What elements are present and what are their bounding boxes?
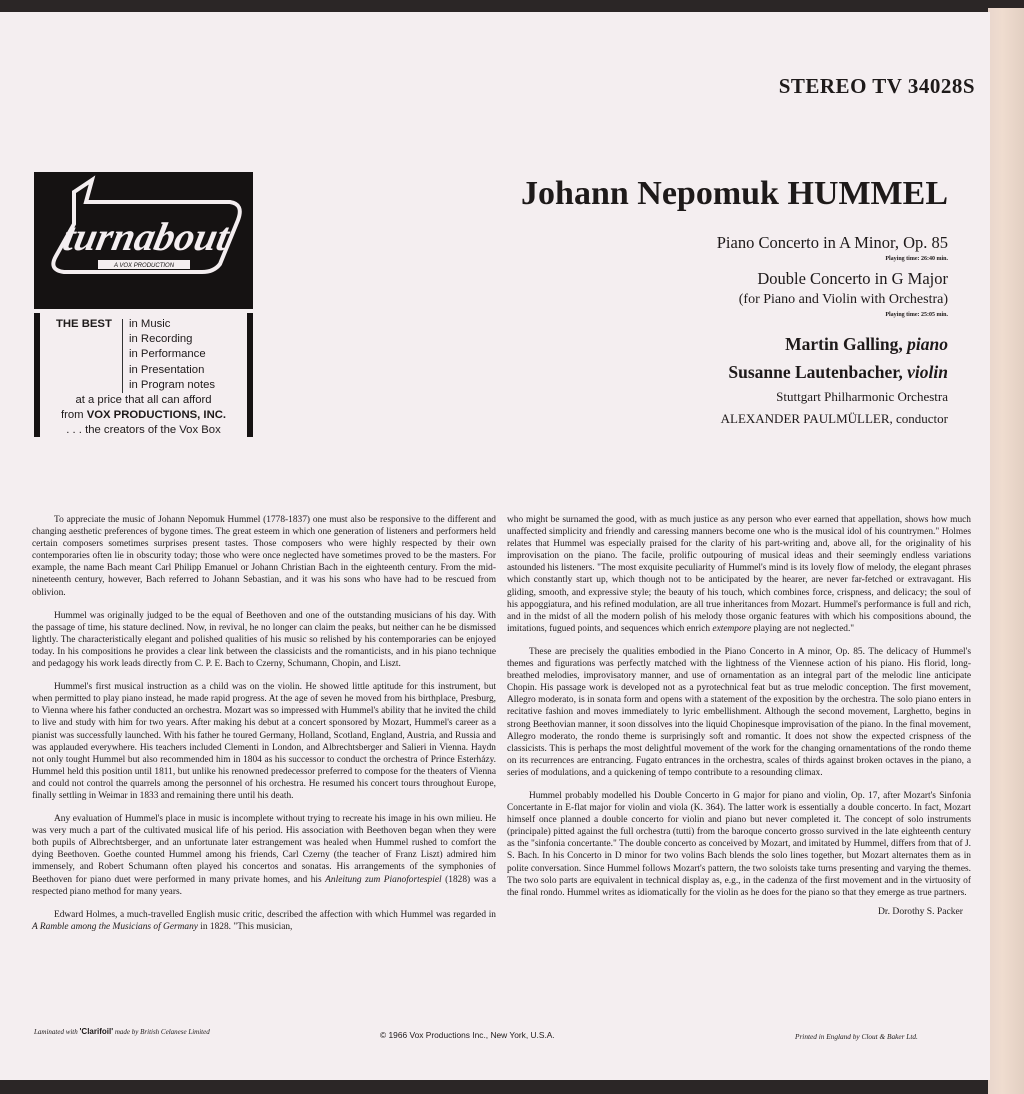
paragraph: These are precisely the qualities embodied in the Piano Concerto in A minor, Op. 85. The delicacy of Hummel's themes and figurations was perfectly matched with the lightness of the Viennese action of his piano. His florid, long-breathed melodies, improvisatory manner, and use of ornamentation as an integral part of the melodic line anticipate Chopin. His passage work is developed not as a pyrotechnical feat but as true melodic conception. The first movement, Allegro moderato, is in sonata form and opens with a statement of the exposition by the orchestra. The solo piano enters in recitative fashion and moves immediately to lyric embellishment. Although the second movement, Larghetto, begins in strong Beethovian manner, it soon dissolves into the liquid Chopinesque improvisation of the piano. In the final movement, Allegro moderato, the rondo theme is surprisingly soft and romantic. It does not show the expected crispness of the classicists. This is perhaps the most delightful movement of the work for the changing ornamentations of the rondo theme on its recurrences are entrancing. Fugato entrances in the orchestra, scales of thirds against broken octaves in the piano, a series of modulations, and a quickening of tempo contribute to a resounding climax. <box>507 646 971 778</box>
promo-line3: . . . the creators of the Vox Box <box>66 424 221 437</box>
promo-item: in Music <box>129 318 171 330</box>
album-back-cover <box>0 12 990 1080</box>
text: playing are not neglected." <box>751 623 855 634</box>
promo-item: in Recording <box>129 333 193 346</box>
performer-role: violin <box>907 362 948 382</box>
book-title: Anleitung zum Pianofortespiel <box>325 874 442 885</box>
work-title: Double Concerto in G Major <box>757 269 948 288</box>
promo-item: in Presentation <box>129 363 205 376</box>
performer <box>717 358 948 386</box>
svg-text:A VOX PRODUCTION: A VOX PRODUCTION <box>113 263 175 269</box>
promo-tail <box>42 393 245 439</box>
paragraph: Hummel probably modelled his Double Concerto in G major for piano and violin, Op. 17, after Mozart's Sinfonia Concertante in E-flat major for violin and viola (K. 364). The latter work is essentially a double concerto. In fact, Mozart himself once planned a double concerto for violin and piano but never completed it. The concept of solo instruments (principale) pitted against the full orchestra (tutti) from the baroque concerto grosso survived in the late eighteenth century as the "sinfonia concertante." The double concerto as conceived by Mozart, and imitated by Hummel, differs from that of J. S. Bach. In his Concerto in D minor for two volins Bach blends the solo lines together, but Mozart alternates them as in polite conversation. Since Hummel follows Mozart's pattern, the two soloists take turns presenting and varying the themes. The two solo parts are equivalent in technical display as, e.g., in the cadenza of the first movement and in the virtuosity of the final rondo. Hummel writes as idiomatically for the violin as he does for the piano so that they emerge as true partners. <box>507 790 971 898</box>
lamination-note <box>34 1027 210 1036</box>
turnabout-logo-icon <box>34 172 253 309</box>
work-subtitle: (for Piano and Violin with Orchestra) <box>738 292 948 307</box>
paragraph <box>32 813 496 898</box>
paragraph: To appreciate the music of Johann Nepomuk Hummel (1778-1837) one must also be responsive to the different and changing aesthetic preferences of bygone times. The great esteem in which one generation of listeners and performers held certain composers sometimes surprises present tastes. Those composers who were highly respected by their own contemporaries often lie in obscurity today; those who were once neglected have sometimes proved to be the masters. For example, the name Bach meant Carl Philipp Emanuel or Johann Christian Bach in the eighteenth century. From the mid-nineteenth century, however, Bach referred to Johann Sebastian, and it was his sons who have had to be rescued from oblivion. <box>32 515 496 598</box>
conductor: ALEXANDER PAULMÜLLER, conductor <box>720 411 948 426</box>
italic-term: extempore <box>712 623 752 634</box>
text: Laminated with <box>34 1028 80 1036</box>
promo-list <box>129 317 215 393</box>
promo-line1: at a price that all can afford <box>75 394 212 406</box>
work-title: Piano Concerto in A Minor, Op. 85 <box>716 233 948 252</box>
promo-item: in Performance <box>129 348 206 361</box>
copyright: © 1966 Vox Productions Inc., New York, U.S.A. <box>380 1030 555 1040</box>
program-details <box>717 232 948 430</box>
printer-note: Printed in England by Clout & Baker Ltd. <box>795 1032 918 1041</box>
promo-heading: THE BEST <box>56 318 112 330</box>
clarifoil-brand: 'Clarifoil' <box>79 1027 114 1036</box>
paragraph <box>32 909 496 933</box>
orchestra: Stuttgart Philharmonic Orchestra <box>776 389 948 404</box>
promo-line2-prefix: from <box>60 409 87 422</box>
text: (1828) was a respected piano method for many years. <box>32 874 496 897</box>
book-title: A Ramble among the Musicians of Germany <box>32 921 198 932</box>
turnabout-logo <box>34 172 253 309</box>
record-spine <box>988 8 1024 1094</box>
liner-notes-right <box>507 514 971 918</box>
performer-role: piano <box>907 334 948 354</box>
performer-name: Susanne Lautenbacher, <box>728 362 903 382</box>
text: who might be surnamed the good, with as much justice as any person who ever earned that appellation, shows how much unaffected simplicity and friendly and caressing manners become one who is the musical idol of his countrymen." Holmes relates that Hummel was especially praised for the clarity of his part-writing and, above all, for the originality of his improvisation on the piano. The facile, prolific outpouring of musical ideas and their seemingly endless variations astounded his listeners. "The most exquisite peculiarity of Hummel's mind is its lovely flow of melody, the elegant phrases which constantly start up, which though not to be anticipated by the hearer, are never far-fetched or extravagant. His gliding, smooth, and expressive style; the beauty of his touch, which combines force, crispness, and delicacy; the soul of his appoggiatura, and his refined modulation, are all true inheritances from Mozart. Hummel's performance is full and rich, and in the midst of all the modern polish of his melody those organic features with which his compositions abound, the imitations, fugued points, and sequences which enrich <box>507 515 971 634</box>
text: made by British Celanese Limited <box>113 1028 210 1036</box>
promo-divider <box>122 319 123 393</box>
text: Edward Holmes, a much-travelled English music critic, described the affection with which Hummel was regarded in <box>54 909 496 920</box>
promo-box <box>34 313 253 437</box>
composer-title: Johann Nepomuk HUMMEL <box>521 175 948 212</box>
author-signature: Dr. Dorothy S. Packer <box>878 905 963 917</box>
promo-company: VOX PRODUCTIONS, INC. <box>86 409 227 422</box>
performer-name: Martin Galling, <box>785 334 903 354</box>
promo-bar-left <box>34 313 40 437</box>
liner-notes-left <box>32 514 496 944</box>
promo-item: in Program notes <box>129 378 216 391</box>
text: in 1828. "This musician, <box>197 921 293 932</box>
paragraph: Hummel was originally judged to be the equal of Beethoven and one of the outstanding musicians of his day. With the passage of time, his stature declined. Now, in revival, he no longer can claim the peaks, but neither can he be dismissed lightly. The characteristically elegant and polished qualities of his music so relished by his contemporaries can be enjoyed today. In his compositions he provides a clear link between the classicists and the romanticists, and in his piano technique and pedagogy his work leads directly from C. P. E. Bach to Czerny, Schumann, Chopin, and Liszt. <box>32 610 496 670</box>
paragraph <box>507 514 971 635</box>
playing-time: Playing time: 26:40 min. <box>885 256 948 262</box>
promo-line2 <box>42 408 245 423</box>
text: Any evaluation of Hummel's place in music is incomplete without trying to recreate his image in his own milieu. He was very much a part of the cultivated musical life of his period. His association with Beethoven began when they were both pupils of Albrechtsberger, and an unfortunate later estrangement was healed when Hummel rushed to comfort the dying Beethoven. Goethe counted Hummel among his friends, Carl Czerny (the teacher of Franz Liszt) admired him immensely, and Robert Schumann often played his concertos and sonatas. His arrangements of the symphonies of Beethoven for piano duet were performed in many private homes, and his <box>32 814 496 885</box>
promo-bar-right <box>247 313 253 437</box>
catalog-number: STEREO TV 34028S <box>778 74 975 98</box>
performer <box>717 330 948 358</box>
paragraph: Hummel's first musical instruction as a child was on the violin. He showed little aptitude for this instrument, but when permitted to play piano instead, he made rapid progress. At the age of seven he moved from his birthplace, Presburg, to Vienna where his father conducted an orchestra. Mozart was so impressed with Hummel's ability that he invited the child to live and study with him for two years. After making his debut at a concert sponsored by Mozart, Hummel's career as a pianist was successfully launched. With his father he toured Germany, Holland, Scotland, England, Austria, and Russia and was applauded everywhere. His teachers included Clementi in London, and Albrechtsberger and Salieri in Vienna. Haydn not only tought Hummel but also recommended him in 1804 as his successor to conduct the orchestra of Prince Esterházy. Hummel held this position until 1811, but unlike his renowned predecessor preferred to compose for the theaters of Vienna and could not control the quarrels among the personnel of his orchestra. He resumed his concert tours throughout Europe, finally settling in Weimar in 1833 and remaining there until his death. <box>32 682 496 801</box>
playing-time: Playing time: 25:05 min. <box>885 312 948 318</box>
svg-text:turnabout: turnabout <box>59 214 234 259</box>
